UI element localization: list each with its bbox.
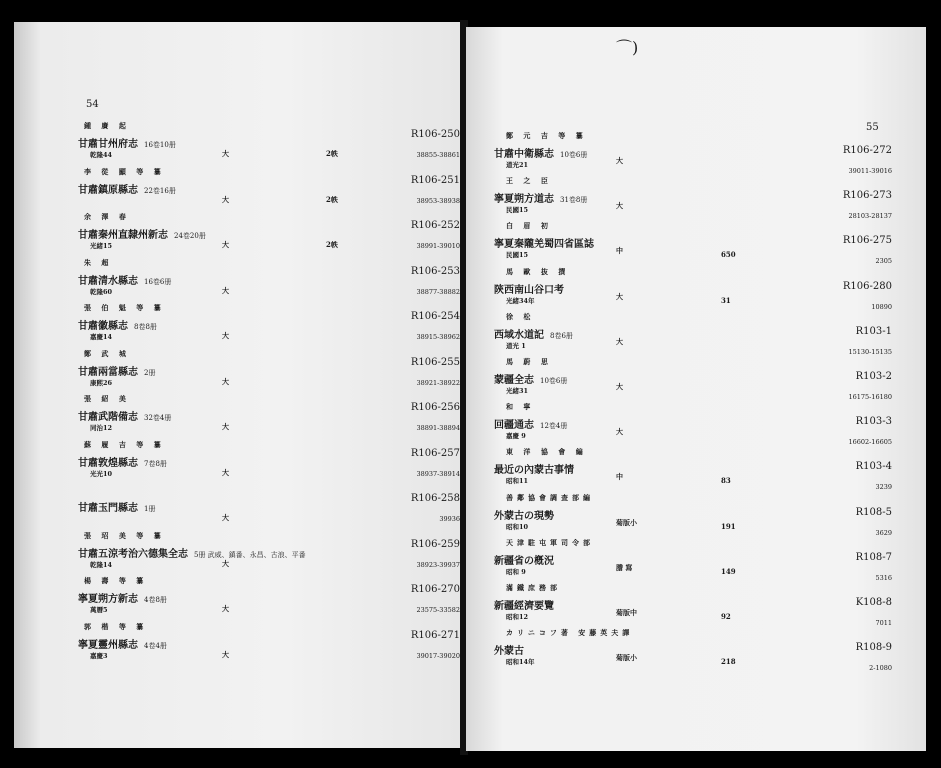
entry-era: 乾隆60 bbox=[90, 287, 113, 296]
entry-call-number: R106-254 bbox=[410, 311, 460, 322]
entry-title bbox=[78, 363, 155, 377]
entry-size: 大 bbox=[616, 291, 623, 301]
entry-call-number: R106-251 bbox=[410, 174, 460, 186]
entry-era: 嘉慶3 bbox=[90, 651, 108, 660]
entry-author: 楊 壽 等 纂 bbox=[84, 576, 148, 585]
entry-extra: 2帙 bbox=[326, 194, 338, 204]
entry-author: 朱 超 bbox=[84, 257, 113, 267]
entry-pages: 149 bbox=[721, 566, 736, 576]
entry-title-text: 甘肅五涼考治六德集全志 bbox=[78, 548, 188, 560]
entry-title-text: 寧夏朔方道志 bbox=[494, 194, 554, 206]
entry-title bbox=[78, 272, 171, 286]
entry-author: 馬 蔚 思 bbox=[506, 357, 552, 366]
entry-author: 徐 松 bbox=[506, 311, 535, 321]
entry-era: 嘉慶14 bbox=[90, 333, 113, 341]
entry-title-text: 外蒙古 bbox=[494, 646, 524, 658]
entry-volumes: 8卷6册 bbox=[550, 331, 573, 340]
entry-call-number: R106-270 bbox=[410, 584, 460, 595]
entry-size: 大 bbox=[222, 376, 229, 386]
entry-call-number: R108-9 bbox=[855, 642, 892, 654]
entry-author: カリニコフ著 安藤英夫譯 bbox=[506, 628, 634, 638]
entry-title-text: 甘肅敦煌縣志 bbox=[78, 457, 138, 469]
entry-title-text: 西域水道記 bbox=[494, 329, 544, 341]
entry-title-text: 甘肅兩當縣志 bbox=[78, 366, 138, 378]
entry-volumes: 4卷8册 bbox=[144, 596, 167, 604]
entry-author: 郭 楷 等 纂 bbox=[84, 621, 148, 631]
entry-pages: 650 bbox=[721, 250, 736, 260]
entry-call-number: R106-255 bbox=[410, 356, 460, 368]
entry-era: 昭和12 bbox=[506, 613, 529, 621]
page-number: 55 bbox=[866, 122, 879, 133]
entry-era: 嘉慶 9 bbox=[506, 432, 526, 441]
entry-volumes: 22卷16册 bbox=[144, 186, 176, 195]
entry-size: 大 bbox=[222, 331, 229, 340]
entry-era: 昭和11 bbox=[506, 477, 529, 486]
entry-title-text: 甘肅中衛縣志 bbox=[494, 149, 554, 160]
entry-id-range: 16602-16605 bbox=[848, 438, 892, 447]
entry-size: 大 bbox=[222, 558, 229, 568]
entry-era: 光緒15 bbox=[90, 242, 113, 250]
entry-title-text: 外蒙古の現勢 bbox=[494, 510, 554, 522]
entry-author: 馬 歐 抜 撰 bbox=[506, 266, 570, 276]
entry-title bbox=[78, 545, 306, 559]
entry-id-range: 7011 bbox=[875, 619, 892, 627]
entry-title bbox=[78, 499, 155, 513]
entry-id-range: 2305 bbox=[875, 257, 892, 266]
entry-id-range: 38891-38894 bbox=[416, 424, 460, 432]
entry-call-number: R103-3 bbox=[855, 416, 892, 428]
entry-title-text: 甘肅玉門縣志 bbox=[78, 503, 138, 514]
entry-title-text: 甘肅甘州府志 bbox=[78, 139, 138, 150]
entry-era: 康熙26 bbox=[90, 378, 113, 387]
entry-title-text: 甘肅清水縣志 bbox=[78, 275, 138, 287]
entry-size: 大 bbox=[616, 382, 623, 391]
entry-id-range: 39011-39016 bbox=[848, 167, 892, 175]
entry-id-range: 38855-38861 bbox=[416, 151, 460, 159]
entry-call-number: R106-257 bbox=[410, 447, 460, 459]
entry-pages: 191 bbox=[721, 521, 736, 531]
entry-era: 乾隆14 bbox=[90, 560, 113, 569]
entry-call-number: R106-258 bbox=[410, 493, 460, 504]
entry-volumes: 10卷6册 bbox=[540, 377, 568, 385]
entry-call-number: R106-273 bbox=[842, 190, 892, 202]
entry-size: 大 bbox=[222, 604, 229, 613]
entry-title bbox=[494, 416, 567, 430]
entry-call-number: R103-2 bbox=[855, 371, 892, 382]
entry-era: 同治12 bbox=[90, 424, 113, 432]
entry-author: 李 從 顯 等 纂 bbox=[84, 166, 165, 176]
entry-id-range: 10890 bbox=[871, 302, 892, 311]
entry-volumes: 12卷4册 bbox=[540, 422, 568, 431]
entry-id-range: 38921-38922 bbox=[416, 378, 460, 387]
entry-author: 鍾 賡 起 bbox=[84, 121, 130, 130]
entry-id-range: 39017-39020 bbox=[416, 651, 460, 660]
entry-call-number: R106-280 bbox=[842, 280, 892, 292]
entry-volumes: 8卷8册 bbox=[134, 323, 157, 331]
entry-pages: 31 bbox=[721, 295, 731, 305]
entry-title-text: 甘肅武階備志 bbox=[78, 412, 138, 423]
entry-size: 大 bbox=[222, 194, 229, 204]
entry-size: 中 bbox=[616, 246, 623, 256]
entry-era: 光緒31 bbox=[506, 387, 529, 395]
entry-volumes: 32卷4册 bbox=[144, 414, 172, 422]
entry-call-number: R108-7 bbox=[855, 551, 892, 563]
entry-era: 昭和 9 bbox=[506, 567, 526, 576]
entry-title bbox=[78, 226, 206, 240]
entry-size: 菊版小 bbox=[616, 517, 637, 527]
entry-id-range: 38953-38938 bbox=[416, 196, 460, 205]
entry-era: 道光21 bbox=[506, 161, 529, 169]
entry-title bbox=[494, 461, 580, 475]
handwritten-mark: ⌒) bbox=[616, 38, 639, 57]
entry-era: 萬曆5 bbox=[90, 606, 108, 614]
entry-volumes: 5册 武威、鎮番、永昌、古浪、平番 bbox=[194, 550, 306, 559]
entry-call-number: R103-1 bbox=[855, 325, 892, 337]
entry-title-text: 回疆通志 bbox=[494, 420, 534, 432]
entry-title-text: 寧夏朔方新志 bbox=[78, 594, 138, 605]
entry-pages: 218 bbox=[721, 657, 736, 667]
entry-call-number: R108-5 bbox=[855, 506, 892, 518]
entry-id-range: 16175-16180 bbox=[848, 393, 892, 401]
entry-pages: 83 bbox=[721, 476, 731, 486]
entry-title-text: 最近の內蒙古事情 bbox=[494, 465, 574, 477]
entry-size: 大 bbox=[222, 422, 229, 431]
entry-title bbox=[78, 636, 167, 650]
entry-era: 光緒34年 bbox=[506, 296, 535, 305]
entry-volumes: 16卷10册 bbox=[144, 141, 176, 149]
entry-extra: 2帙 bbox=[326, 240, 338, 249]
entry-author: 滿鐵庶務部 bbox=[506, 583, 561, 592]
entry-id-range: 5316 bbox=[875, 573, 892, 582]
entry-call-number: R103-4 bbox=[855, 461, 892, 473]
entry-call-number: R106-271 bbox=[410, 629, 460, 641]
entry-title bbox=[78, 454, 167, 468]
entry-volumes: 1册 bbox=[144, 505, 156, 513]
entry-author: 蘇 履 吉 等 纂 bbox=[84, 439, 165, 449]
entry-author: 余 澤 春 bbox=[84, 212, 130, 221]
entry-era: 民國15 bbox=[506, 206, 529, 215]
entry-title-text: 寧夏秦隴羌蜀四省區誌 bbox=[494, 239, 594, 251]
entry-author: 張 紹 美 bbox=[84, 394, 130, 403]
entry-id-range: 3239 bbox=[875, 483, 892, 492]
entry-era: 道光 1 bbox=[506, 341, 526, 350]
entry-author: 鄭 元 吉 等 纂 bbox=[506, 131, 587, 140]
entry-author: 張 伯 魁 等 纂 bbox=[84, 303, 165, 312]
entry-author: 白 眉 初 bbox=[506, 221, 552, 231]
entry-id-range: 2-1080 bbox=[869, 664, 892, 673]
entry-title bbox=[78, 408, 171, 422]
entry-size: 謄 寫 bbox=[616, 562, 633, 572]
entry-id-range: 28103-28137 bbox=[848, 212, 892, 221]
entry-title bbox=[494, 281, 570, 295]
entry-title-text: 寧夏靈州縣志 bbox=[78, 639, 138, 651]
entry-era: 民國15 bbox=[506, 251, 529, 260]
entry-extra: 2帙 bbox=[326, 149, 338, 158]
entry-call-number: R106-253 bbox=[410, 265, 460, 277]
right-page bbox=[466, 27, 926, 751]
entry-size: 大 bbox=[222, 467, 229, 477]
entry-volumes: 10卷6册 bbox=[560, 151, 588, 159]
entry-call-number: K108-8 bbox=[855, 597, 892, 608]
entry-era: 昭和10 bbox=[506, 522, 529, 531]
entry-id-range: 38923-39937 bbox=[416, 560, 460, 569]
entry-call-number: R106-259 bbox=[410, 538, 460, 550]
entry-volumes: 4卷4册 bbox=[144, 641, 167, 650]
entry-volumes: 2册 bbox=[144, 368, 156, 377]
entry-era: 昭和14年 bbox=[506, 658, 535, 667]
entry-id-range: 38877-38882 bbox=[416, 287, 460, 296]
entry-title bbox=[494, 552, 560, 566]
entry-volumes: 7卷8册 bbox=[144, 459, 167, 468]
entry-title bbox=[494, 145, 587, 159]
entry-author: 天津駐屯軍司令部 bbox=[506, 537, 594, 547]
entry-id-range: 38915-38962 bbox=[416, 333, 460, 341]
entry-author: 張 玿 美 等 纂 bbox=[84, 530, 165, 540]
entry-size: 大 bbox=[616, 336, 623, 346]
entry-volumes: 24卷20册 bbox=[174, 232, 206, 240]
entry-title-text: 甘肅徽縣志 bbox=[78, 321, 128, 332]
entry-author: 和 寧 bbox=[506, 402, 535, 412]
entry-title bbox=[78, 317, 157, 331]
entry-size: 菊版中 bbox=[616, 608, 637, 617]
entry-era: 光光10 bbox=[90, 469, 113, 478]
entry-era: 乾隆44 bbox=[90, 151, 113, 159]
entry-id-range: 15130-15135 bbox=[848, 347, 892, 356]
page-number: 54 bbox=[86, 99, 99, 110]
entry-size: 大 bbox=[616, 427, 623, 437]
entry-author: 王 之 臣 bbox=[506, 176, 552, 186]
entry-id-range: 39936 bbox=[439, 515, 460, 523]
entry-size: 菊版小 bbox=[616, 653, 637, 663]
entry-volumes: 31卷8册 bbox=[560, 196, 588, 205]
entry-call-number: R106-252 bbox=[410, 220, 460, 231]
entry-title bbox=[78, 181, 176, 195]
entry-volumes: 16卷6册 bbox=[144, 277, 172, 286]
entry-size: 大 bbox=[222, 649, 229, 659]
entry-size: 中 bbox=[616, 472, 623, 482]
entry-title-text: 新疆經濟要覽 bbox=[494, 601, 554, 612]
entry-size: 大 bbox=[616, 201, 623, 211]
entry-title bbox=[78, 135, 176, 149]
entry-title bbox=[494, 235, 600, 249]
entry-call-number: R106-272 bbox=[842, 145, 892, 156]
entry-author: 鄭 武 城 bbox=[84, 348, 130, 358]
entry-size: 大 bbox=[616, 156, 623, 165]
entry-call-number: R106-250 bbox=[410, 129, 460, 140]
entry-title bbox=[494, 507, 560, 521]
entry-size: 大 bbox=[222, 149, 229, 158]
entry-title bbox=[494, 326, 573, 340]
entry-title bbox=[494, 190, 587, 204]
entry-call-number: R106-256 bbox=[410, 402, 460, 413]
entry-title-text: 甘肅秦州直隸州新志 bbox=[78, 230, 168, 241]
entry-size: 大 bbox=[222, 285, 229, 295]
entry-title bbox=[494, 597, 560, 611]
entry-title bbox=[494, 642, 530, 656]
entry-id-range: 38937-38914 bbox=[416, 469, 460, 478]
entry-call-number: R106-275 bbox=[842, 235, 892, 247]
entry-size: 大 bbox=[222, 240, 229, 249]
entry-id-range: 23575-33582 bbox=[416, 606, 460, 614]
entry-title-text: 新疆省の槪況 bbox=[494, 555, 554, 567]
entry-title-text: 陝西南山谷口考 bbox=[494, 284, 564, 296]
entry-title-text: 甘肅鎮原縣志 bbox=[78, 184, 138, 196]
entry-author: 東 洋 協 會 編 bbox=[506, 447, 587, 457]
entry-title bbox=[494, 371, 567, 385]
entry-id-range: 38991-39010 bbox=[416, 242, 460, 250]
entry-id-range: 3629 bbox=[875, 528, 892, 537]
entry-pages: 92 bbox=[721, 612, 731, 621]
entry-size: 大 bbox=[222, 513, 229, 522]
left-page bbox=[14, 22, 462, 748]
entry-author: 善鄰協會調查部編 bbox=[506, 492, 594, 502]
entry-title bbox=[78, 590, 167, 604]
entry-title-text: 蒙疆全志 bbox=[494, 375, 534, 386]
